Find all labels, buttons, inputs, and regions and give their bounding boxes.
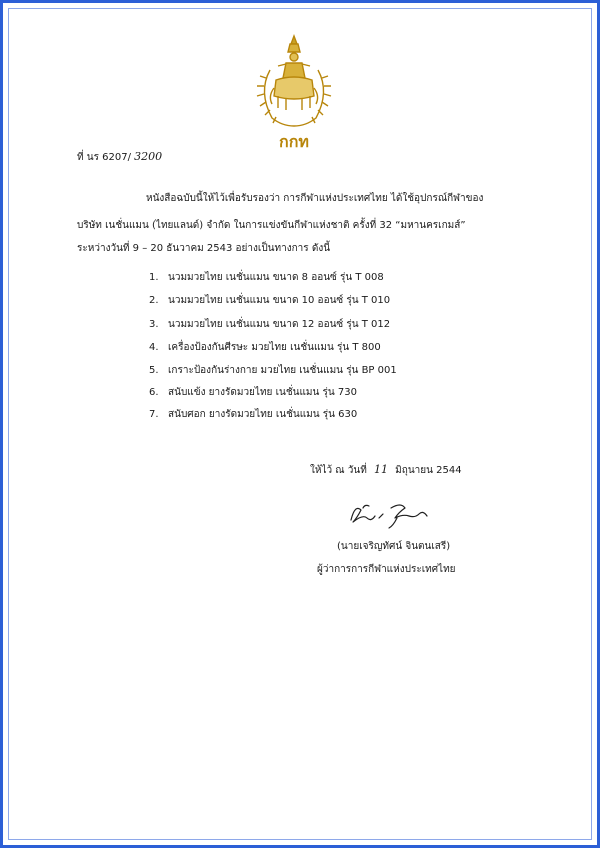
list-item-number: 1. [149,272,159,283]
signatory-title: ผู้ว่าการการกีฬาแห่งประเทศไทย [317,564,456,575]
reference-line [77,150,162,165]
list-item-text: เครื่องป้องกันศีรษะ มวยไทย เนชั่นแมน รุ่น T 800 [168,342,381,353]
list-item-text: สนับแข้ง ยางรัดมวยไทย เนชั่นแมน รุ่น 730 [168,387,357,398]
issue-date-month-year: มิถุนายน 2544 [395,465,462,476]
body-line-1: หนังสือฉบับนี้ให้ไว้เพื่อรับรองว่า การกีฬาแห่งประเทศไทย ได้ใช้อุปกรณ์กีฬาของ [146,193,484,204]
list-item-number: 3. [149,319,159,330]
list-item-text: เกราะป้องกันร่างกาย มวยไทย เนชั่นแมน รุ่น BP 001 [168,365,397,376]
list-item-text: นวมมวยไทย เนชั่นแมน ขนาด 12 ออนซ์ รุ่น T 012 [168,319,391,330]
list-item-number: 4. [149,342,159,353]
issue-date-day-handwritten: 11 [373,463,388,476]
list-item-text: นวมมวยไทย เนชั่นแมน ขนาด 8 ออนซ์ รุ่น T 008 [168,272,384,283]
emblem-caption: กกท [279,132,309,151]
list-item-text: นวมมวยไทย เนชั่นแมน ขนาด 10 ออนซ์ รุ่น T 010 [168,295,391,306]
signatory-name: (นายเจริญทัศน์ จินตนเสรี) [337,541,451,552]
signature-image [345,496,435,532]
body-line-2: บริษัท เนชั่นแมน (ไทยแลนด์) จำกัด ในการแข่งขันกีฬาแห่งชาติ ครั้งที่ 32 “มหานครเกมส์” [77,220,466,231]
body-line-3: ระหว่างวันที่ 9 – 20 ธันวาคม 2543 อย่างเป็นทางการ ดังนี้ [77,243,331,254]
list-item-number: 6. [149,387,159,398]
sat-emblem [248,30,340,155]
list-item-number: 7. [149,409,159,420]
issue-date-prefix: ให้ไว้ ณ วันที่ [310,465,367,476]
reference-label: ที่ นร 6207/ [77,152,131,163]
list-item-number: 5. [149,365,159,376]
list-item-number: 2. [149,295,159,306]
issue-date-line [310,463,462,478]
reference-number-handwritten: 3200 [134,150,163,163]
list-item-text: สนับศอก ยางรัดมวยไทย เนชั่นแมน รุ่น 630 [168,409,358,420]
